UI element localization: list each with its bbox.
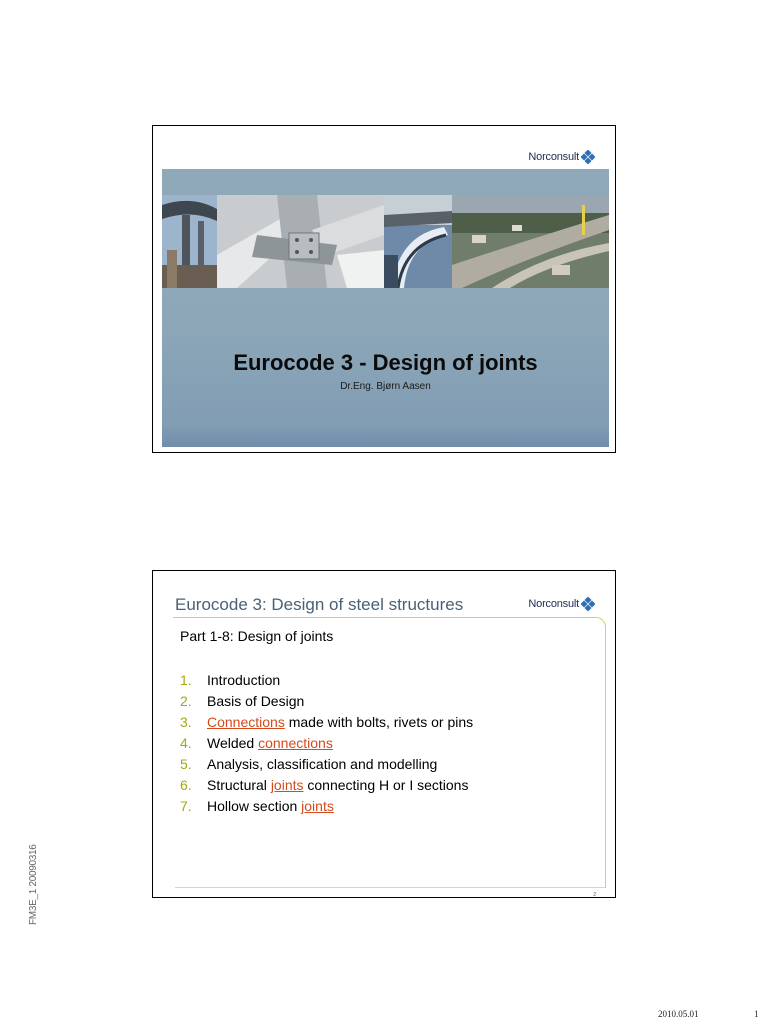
item-text: connecting H or I sections [303,777,469,793]
item-number: 2. [180,693,192,709]
footer-date: 2010.05.01 [658,1009,699,1019]
norconsult-logo [528,150,595,164]
agenda-list [180,670,473,817]
slide-page-number: 2 [593,892,596,898]
logo-text: Norconsult [528,151,579,163]
diamond-logo-icon [581,597,595,611]
agenda-item [180,712,473,733]
item-text: Structural [207,777,271,793]
arched-bridge-photo [384,195,452,288]
agenda-item [180,670,473,691]
footer-page-number: 1 [754,1009,759,1019]
item-text: Welded [207,735,259,751]
connections-link[interactable]: connections [258,735,333,751]
slide-title: Eurocode 3: Design of steel structures [175,595,464,614]
title-panel [162,169,609,447]
agenda-item [180,691,473,712]
connections-link[interactable]: Connections [207,714,285,730]
joints-link[interactable]: joints [270,777,304,793]
steel-joint-photo [217,195,384,288]
item-text: Basis of Design [207,693,305,709]
agenda-item [180,775,473,796]
joints-link[interactable]: joints [301,798,334,814]
frame-divider [175,887,605,888]
agenda-item [180,796,473,817]
aerial-site-photo [452,195,609,288]
item-number: 5. [180,756,192,772]
title-slide [152,125,616,453]
logo-text: Norconsult [528,598,579,610]
agenda-slide [152,570,616,898]
agenda-item [180,754,473,775]
item-text: made with bolts, rivets or pins [284,714,474,730]
item-number: 6. [180,777,192,793]
item-text: Introduction [207,672,281,688]
slide-subtitle: Part 1-8: Design of joints [180,628,334,644]
diamond-logo-icon [581,150,595,164]
item-number: 4. [180,735,192,751]
norconsult-logo [528,597,595,611]
bridge-structure-photo [162,195,217,288]
document-code: FM3E_1 20090316 [28,844,39,925]
item-number: 1. [180,672,192,688]
presentation-title: Eurocode 3 - Design of joints [233,350,538,375]
panel-shadow [162,425,609,447]
author-name: Dr.Eng. Bjørn Aasen [340,381,431,392]
agenda-item [180,733,473,754]
item-text: Analysis, classification and modelling [207,756,438,772]
item-number: 7. [180,798,192,814]
item-text: Hollow section [207,798,302,814]
photo-strip [162,195,609,288]
item-number: 3. [180,714,192,730]
